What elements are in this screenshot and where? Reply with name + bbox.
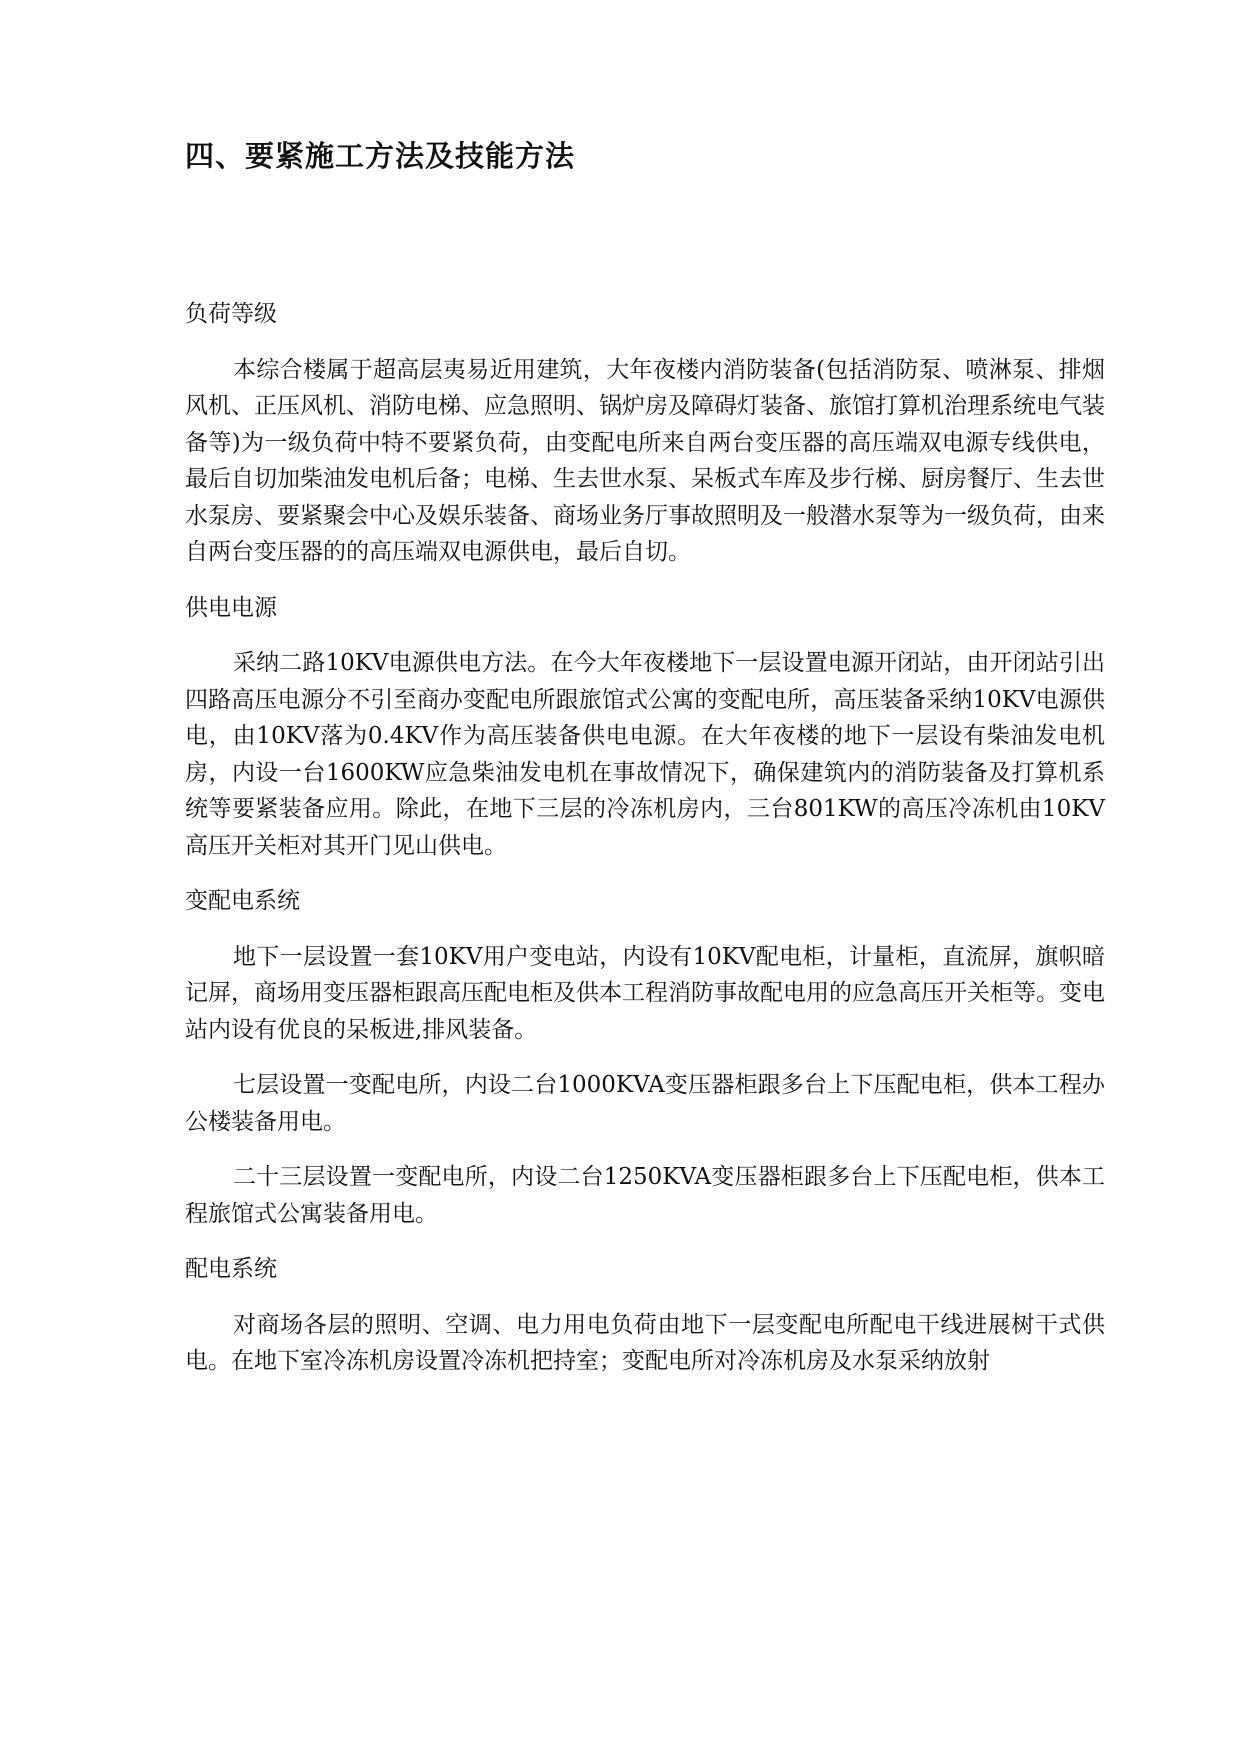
section-heading-power-source: 供电电源 xyxy=(185,594,277,621)
document-title: 四、要紧施工方法及技能方法 xyxy=(185,139,576,173)
paragraph-load-level: 本综合楼属于超高层夷易近用建筑，大年夜楼内消防装备(包括消防泵、喷淋泵、排烟风机、正压风机、消防电梯、应急照明、锅炉房及障碍灯装备、旅馆打算机治理系统电气装备等)为一级负荷中特不要紧负荷，由变配电所来自两台变压器的高压端双电源专线供电，最后自切加柴油发电机后备；电梯、生去世水泵、呆板式车库及步行梯、厨房餐厅、生去世水泵房、要紧聚会中心及娱乐装备、商场业务厅事故照明及一般潜水泵等为一级负荷，由来自两台变压器的的高压端双电源供电，最后自切。 xyxy=(185,356,1105,565)
paragraph-substation-seventh-floor: 七层设置一变配电所，内设二台1000KVA变压器柜跟多台上下压配电柜，供本工程办公楼装备用电。 xyxy=(185,1072,1105,1135)
document-body xyxy=(185,296,1105,1399)
paragraph-power-source: 采纳二路10KV电源供电方法。在今大年夜楼地下一层设置电源开闭站，由开闭站引出四路高压电源分不引至商办变配电所跟旅馆式公寓的变配电所，高压装备采纳10KV电源供电，由10KV落为0.4KV作为高压装备供电电源。在大年夜楼的地下一层设有柴油发电机房，内设一台1600KW应急柴油发电机在事故情况下，确保建筑内的消防装备及打算机系统等要紧装备应用。除此，在地下三层的冷冻机房内，三台801KW的高压冷冻机由10KV高压开关柜对其开门见山供电。 xyxy=(185,650,1105,859)
section-heading-distribution-system: 配电系统 xyxy=(185,1256,277,1282)
section-heading-load-level: 负荷等级 xyxy=(185,301,277,327)
paragraph-substation-23rd-floor: 二十三层设置一变配电所，内设二台1250KVA变压器柜跟多台上下压配电柜，供本工程旅馆式公寓装备用电。 xyxy=(185,1164,1105,1227)
section-heading-substation-system: 变配电系统 xyxy=(185,888,300,914)
paragraph-substation-basement: 地下一层设置一套10KV用户变电站，内设有10KV配电柜，计量柜，直流屏，旗帜暗记屏，商场用变压器柜跟高压配电柜及供本工程消防事故配电用的应急高压开关柜等。变电站内设有优良的呆板进,排风装备。 xyxy=(185,943,1105,1043)
paragraph-distribution-system: 对商场各层的照明、空调、电力用电负荷由地下一层变配电所配电干线进展树干式供电。在地下室冷冻机房设置冷冻机把持室；变配电所对冷冻机房及水泵采纳放射 xyxy=(185,1311,1105,1374)
